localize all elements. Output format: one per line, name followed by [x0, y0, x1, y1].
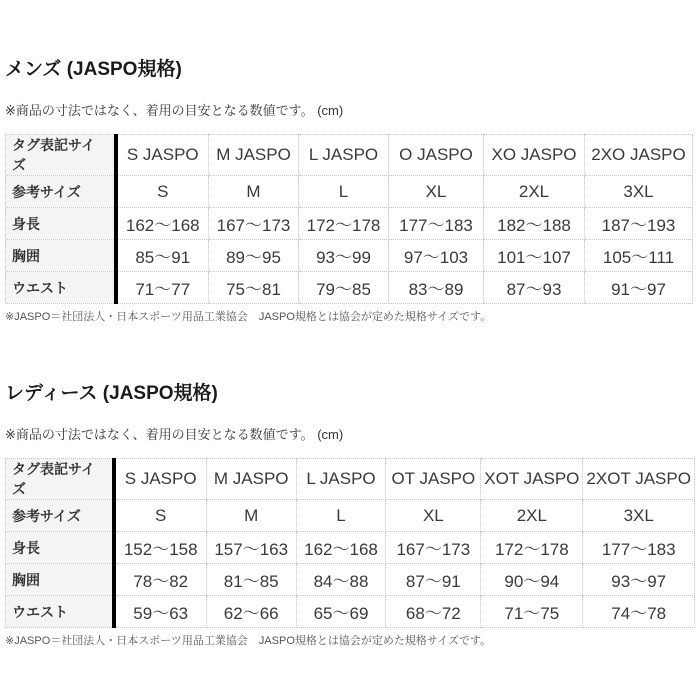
- chest-range: 89～95: [209, 240, 299, 272]
- mens-jaspo-footnote: ※JASPO＝社団法人・日本スポーツ用品工業協会 JASPO規格とは協会が定めた規格サイズです。: [5, 311, 492, 323]
- waist-range: 91～97: [585, 272, 693, 304]
- height-range: 162～168: [116, 208, 209, 240]
- chest-range: 93～97: [583, 564, 695, 596]
- height-range: 167～173: [209, 208, 299, 240]
- chest-range: 101～107: [484, 240, 585, 272]
- column-header: M JASPO: [209, 135, 299, 176]
- column-header: 2XO JASPO: [585, 135, 693, 176]
- row-label-tag-size: タグ表記サイズ: [6, 135, 116, 176]
- size-value: S: [116, 176, 209, 208]
- row-label-chest: 胸囲: [6, 240, 116, 272]
- height-range: 177～183: [583, 532, 695, 564]
- row-label-reference-size: 参考サイズ: [6, 176, 116, 208]
- size-value: XL: [389, 176, 484, 208]
- waist-range: 65～69: [296, 596, 386, 628]
- waist-range: 71～77: [116, 272, 209, 304]
- column-header: 2XOT JASPO: [583, 459, 695, 500]
- size-value: M: [209, 176, 299, 208]
- waist-range: 59～63: [114, 596, 207, 628]
- chest-range: 90～94: [481, 564, 583, 596]
- size-value: XL: [386, 500, 481, 532]
- table-row: [6, 596, 695, 628]
- chest-range: 81～85: [206, 564, 296, 596]
- table-row: [6, 532, 695, 564]
- height-range: 152～158: [114, 532, 207, 564]
- row-label-waist: ウエスト: [6, 596, 114, 628]
- column-header: L JASPO: [296, 459, 386, 500]
- row-label-height: 身長: [6, 532, 114, 564]
- chest-range: 97～103: [389, 240, 484, 272]
- ladies-section-note: ※商品の寸法ではなく、着用の目安となる数値です。 (cm): [5, 427, 344, 442]
- row-label-height: 身長: [6, 208, 116, 240]
- table-row: [6, 208, 693, 240]
- height-range: 177～183: [389, 208, 484, 240]
- size-value: S: [114, 500, 207, 532]
- size-value: M: [206, 500, 296, 532]
- waist-range: 68～72: [386, 596, 481, 628]
- table-row: [6, 459, 695, 500]
- chest-range: 78～82: [114, 564, 207, 596]
- size-value: L: [299, 176, 389, 208]
- height-range: 162～168: [296, 532, 386, 564]
- row-label-chest: 胸囲: [6, 564, 114, 596]
- column-header: XOT JASPO: [481, 459, 583, 500]
- table-row: [6, 240, 693, 272]
- height-range: 182～188: [484, 208, 585, 240]
- table-row: [6, 135, 693, 176]
- row-label-waist: ウエスト: [6, 272, 116, 304]
- column-header: O JASPO: [389, 135, 484, 176]
- height-range: 157～163: [206, 532, 296, 564]
- height-range: 187～193: [585, 208, 693, 240]
- size-value: 3XL: [583, 500, 695, 532]
- row-label-tag-size: タグ表記サイズ: [6, 459, 114, 500]
- mens-size-table: [5, 134, 693, 304]
- chest-range: 105～111: [585, 240, 693, 272]
- ladies-section-title: レディース (JASPO規格): [5, 383, 218, 404]
- column-header: L JASPO: [299, 135, 389, 176]
- chest-range: 93～99: [299, 240, 389, 272]
- mens-section-title: メンズ (JASPO規格): [5, 59, 182, 80]
- chest-range: 84～88: [296, 564, 386, 596]
- column-header: XO JASPO: [484, 135, 585, 176]
- size-value: 2XL: [481, 500, 583, 532]
- mens-section: [5, 58, 695, 324]
- size-value: 2XL: [484, 176, 585, 208]
- table-row: [6, 564, 695, 596]
- table-row: [6, 500, 695, 532]
- height-range: 167～173: [386, 532, 481, 564]
- column-header: OT JASPO: [386, 459, 481, 500]
- row-label-reference-size: 参考サイズ: [6, 500, 114, 532]
- chest-range: 87～91: [386, 564, 481, 596]
- height-range: 172～178: [299, 208, 389, 240]
- column-header: M JASPO: [206, 459, 296, 500]
- waist-range: 87～93: [484, 272, 585, 304]
- waist-range: 79～85: [299, 272, 389, 304]
- waist-range: 71～75: [481, 596, 583, 628]
- size-value: L: [296, 500, 386, 532]
- table-row: [6, 176, 693, 208]
- waist-range: 62～66: [206, 596, 296, 628]
- chest-range: 85～91: [116, 240, 209, 272]
- column-header: S JASPO: [114, 459, 207, 500]
- waist-range: 74～78: [583, 596, 695, 628]
- ladies-size-table: [5, 458, 695, 628]
- ladies-section: [5, 382, 695, 648]
- mens-section-note: ※商品の寸法ではなく、着用の目安となる数値です。 (cm): [5, 103, 344, 118]
- height-range: 172～178: [481, 532, 583, 564]
- waist-range: 75～81: [209, 272, 299, 304]
- column-header: S JASPO: [116, 135, 209, 176]
- size-value: 3XL: [585, 176, 693, 208]
- ladies-jaspo-footnote: ※JASPO＝社団法人・日本スポーツ用品工業協会 JASPO規格とは協会が定めた規格サイズです。: [5, 635, 492, 647]
- waist-range: 83～89: [389, 272, 484, 304]
- table-row: [6, 272, 693, 304]
